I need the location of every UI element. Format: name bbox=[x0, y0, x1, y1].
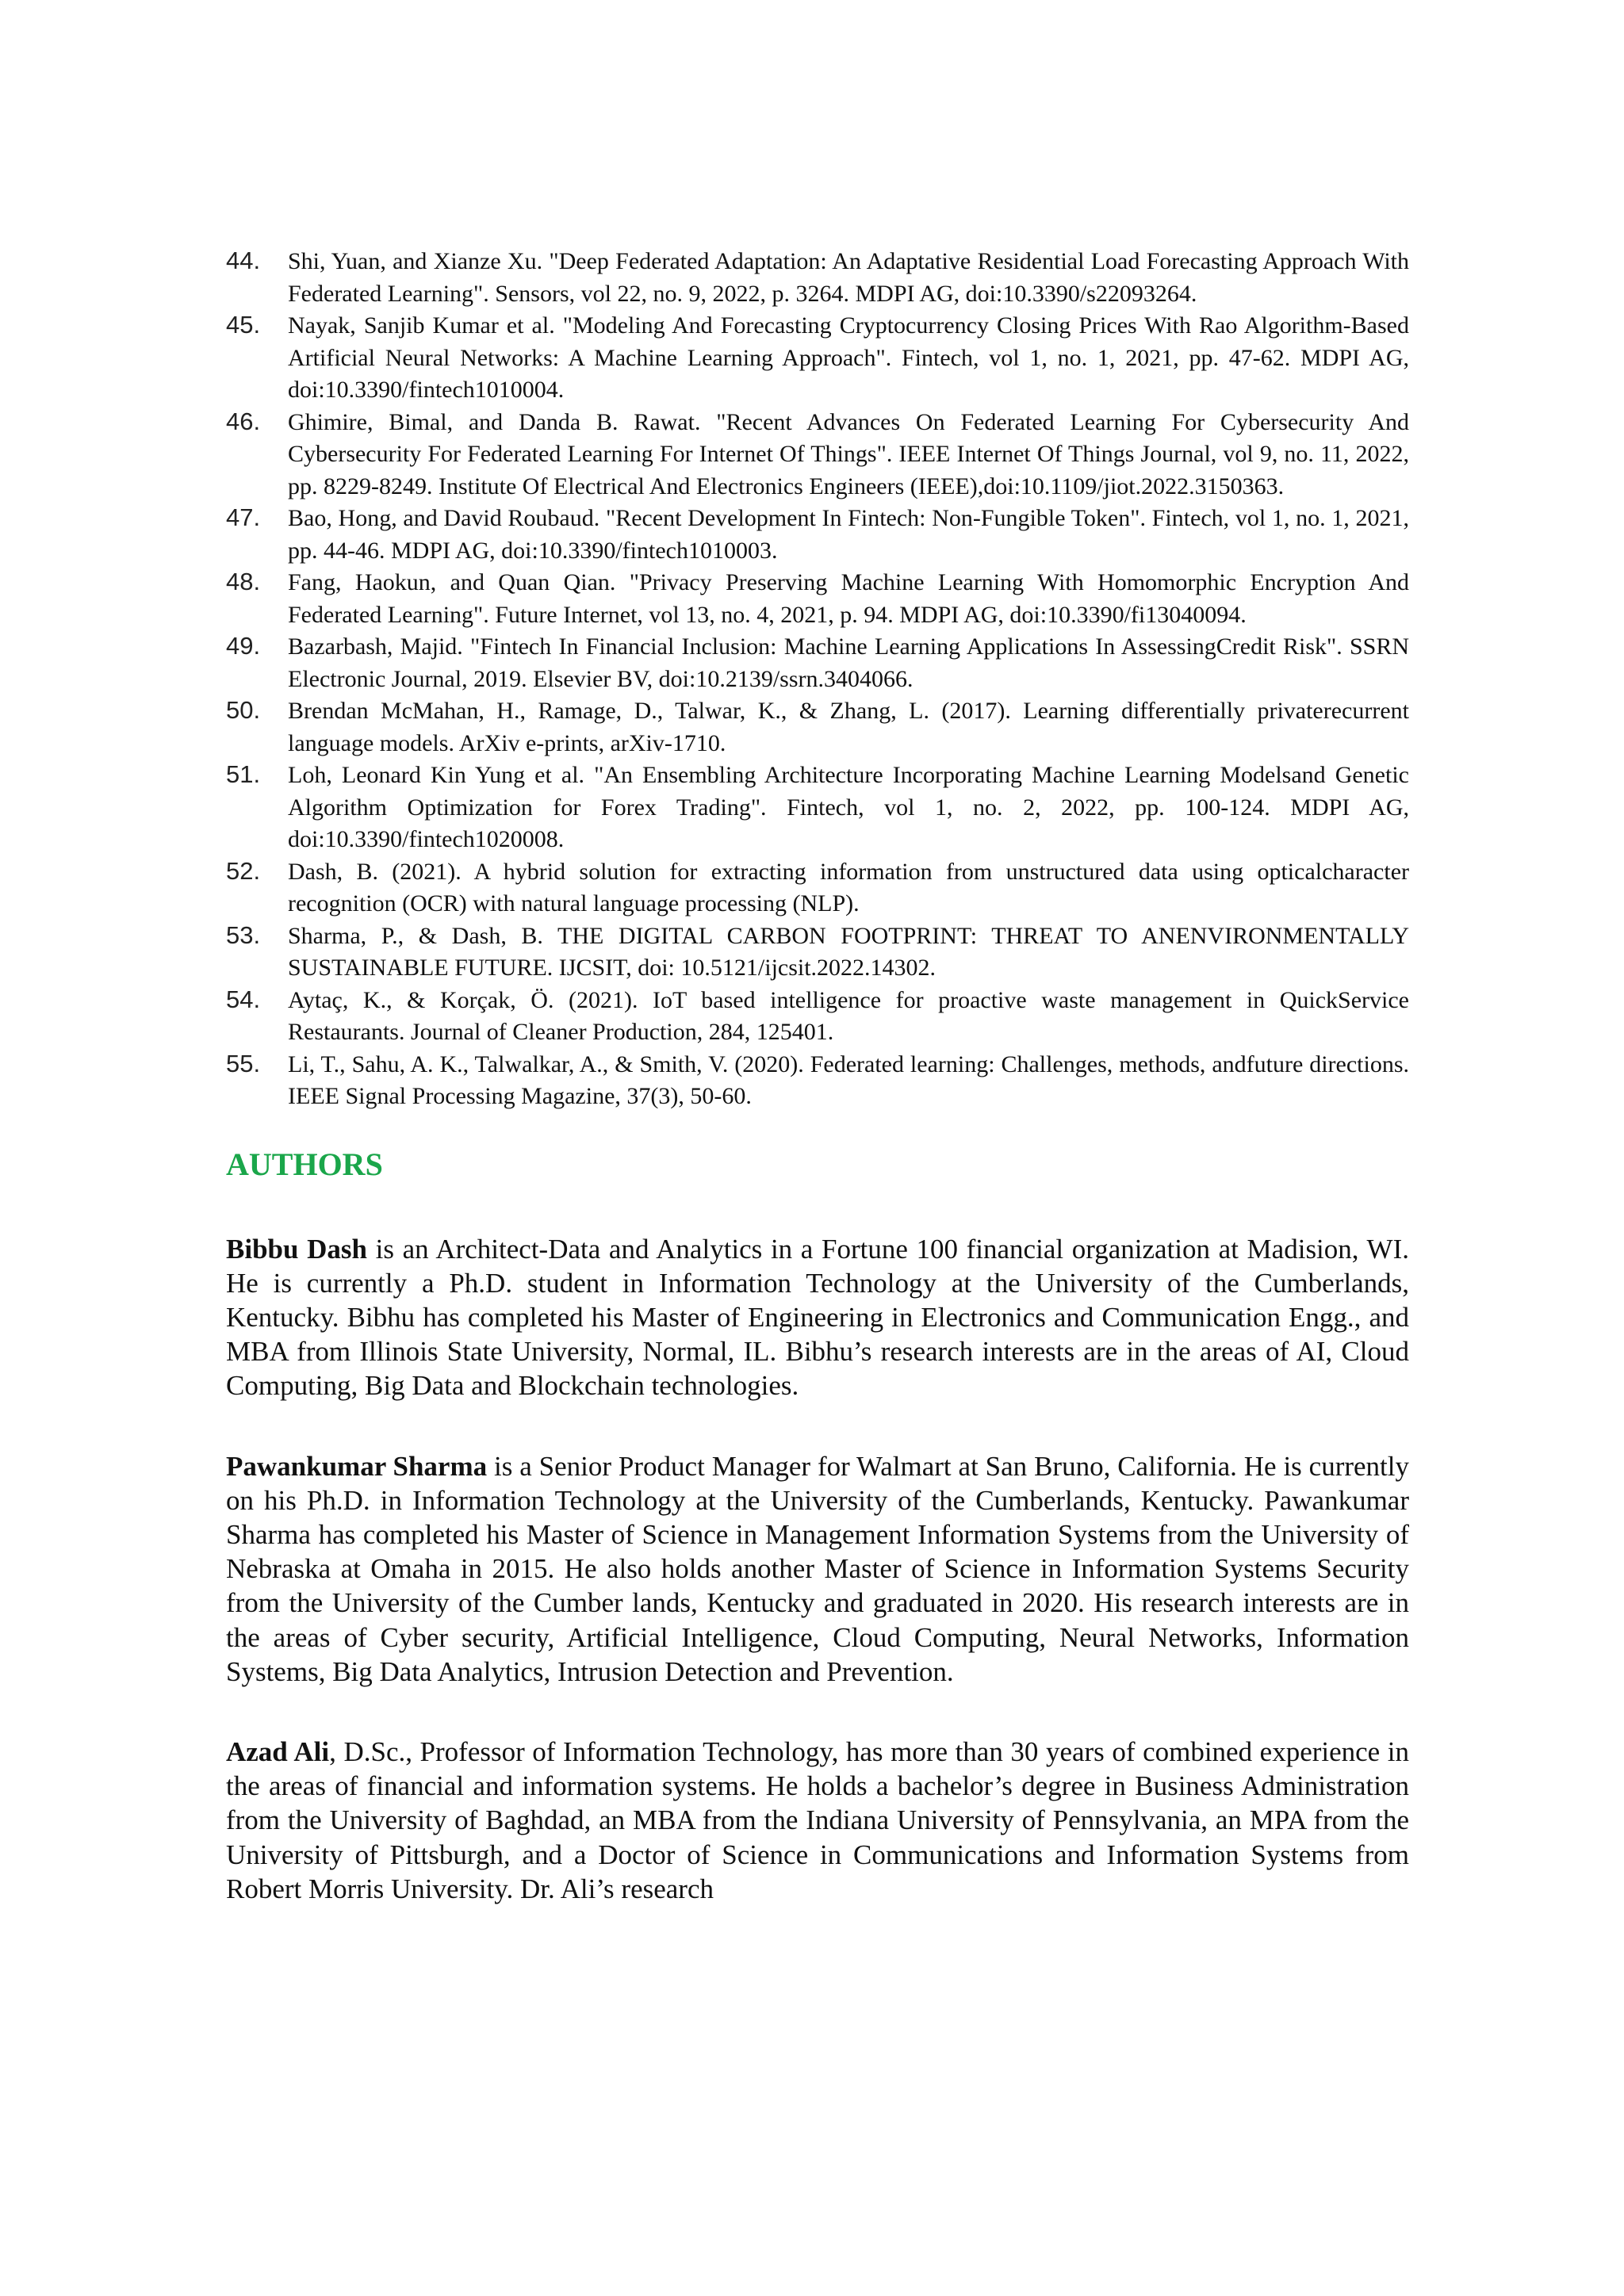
reference-text: Nayak, Sanjib Kumar et al. "Modeling And Forecasting Cryptocurrency Closing Prices With Rao Algorithm-Based Artificial Neural Networks: A Machine Learning Approach". Fintech, vol 1, no. 1, 2021, pp. 47-62. MDPI AG, doi:10.3390/fintech1010004. bbox=[288, 312, 1409, 403]
author-bio-sharma bbox=[226, 1449, 1409, 1689]
reference-item bbox=[226, 985, 1409, 1049]
reference-item bbox=[226, 567, 1409, 631]
author-name: Pawankumar Sharma bbox=[226, 1450, 488, 1482]
reference-text: Aytaç, K., & Korçak, Ö. (2021). IoT based intelligence for proactive waste management in QuickService Restaurants. Journal of Cleaner Production, 284, 125401. bbox=[288, 986, 1409, 1045]
reference-text: Ghimire, Bimal, and Danda B. Rawat. "Recent Advances On Federated Learning For Cybersecurity And Cybersecurity For Federated Learning For Internet Of Things". IEEE Internet Of Things Journal, vol 9, no. 11, 2022, pp. 8229-8249. Institute Of Electrical And Electronics Engineers (IEEE),doi:10.1109/jiot.2022.3150363. bbox=[288, 408, 1409, 499]
reference-text: Bazarbash, Majid. "Fintech In Financial Inclusion: Machine Learning Applications In AssessingCredit Risk". SSRN Electronic Journal, 2019. Elsevier BV, doi:10.2139/ssrn.3404066. bbox=[288, 633, 1409, 692]
reference-number: 46. bbox=[226, 407, 261, 435]
authors-heading: AUTHORS bbox=[226, 1146, 383, 1182]
reference-item bbox=[226, 760, 1409, 856]
reference-number: 47. bbox=[226, 503, 261, 531]
reference-item bbox=[226, 856, 1409, 920]
reference-number: 45. bbox=[226, 311, 261, 339]
author-bio-ali bbox=[226, 1735, 1409, 1906]
reference-text: Loh, Leonard Kin Yung et al. "An Ensembling Architecture Incorporating Machine Learning Modelsand Genetic Algorithm Optimization for Forex Trading". Fintech, vol 1, no. 2, 2022, pp. 100-124. MDPI AG, doi:10.3390/fintech1020008. bbox=[288, 762, 1409, 852]
reference-text: Bao, Hong, and David Roubaud. "Recent Development In Fintech: Non-Fungible Token". Fintech, vol 1, no. 1, 2021, pp. 44-46. MDPI AG, doi:10.3390/fintech1010003. bbox=[288, 505, 1409, 564]
reference-text: Li, T., Sahu, A. K., Talwalkar, A., & Smith, V. (2020). Federated learning: Challenges, methods, andfuture directions. IEEE Signal Processing Magazine, 37(3), 50-60. bbox=[288, 1050, 1409, 1109]
reference-item bbox=[226, 1049, 1409, 1113]
reference-number: 53. bbox=[226, 920, 261, 949]
paper-page bbox=[226, 246, 1409, 1906]
reference-text: Sharma, P., & Dash, B. THE DIGITAL CARBON FOOTPRINT: THREAT TO ANENVIRONMENTALLY SUSTAINABLE FUTURE. IJCSIT, doi: 10.5121/ijcsit.2022.14302. bbox=[288, 922, 1409, 981]
reference-item bbox=[226, 407, 1409, 503]
reference-item bbox=[226, 503, 1409, 567]
reference-number: 52. bbox=[226, 856, 261, 885]
author-name: Azad Ali bbox=[226, 1735, 330, 1767]
author-bio-text: is a Senior Product Manager for Walmart at San Bruno, California. He is currently on his Ph.D. in Information Technology at the University of the Cumberlands, Kentucky. Pawankumar Sharma has completed his Master of Science in Management Information Systems from the University of Nebraska at Omaha in 2015. He also holds another Master of Science in Information Systems Security from the University of the Cumber lands, Kentucky and graduated in 2020. His research interests are in the areas of Cyber security, Artificial Intelligence, Cloud Computing, Neural Networks, Information Systems, Big Data Analytics, Intrusion Detection and Prevention. bbox=[226, 1450, 1409, 1687]
reference-number: 55. bbox=[226, 1049, 261, 1077]
reference-list bbox=[226, 246, 1409, 1113]
reference-text: Dash, B. (2021). A hybrid solution for extracting information from unstructured data using opticalcharacter recognition (OCR) with natural language processing (NLP). bbox=[288, 858, 1409, 916]
reference-item bbox=[226, 310, 1409, 407]
author-name: Bibbu Dash bbox=[226, 1233, 367, 1265]
author-bio-text: is an Architect-Data and Analytics in a Fortune 100 financial organization at Madision, WI. He is currently a Ph.D. student in Information Technology at the University of the Cumberlands, Kentucky. Bibhu has completed his Master of Engineering in Electronics and Communication Engg., and MBA from Illinois State University, Normal, IL. Bibhu’s research interests are in the areas of AI, Cloud Computing, Big Data and Blockchain technologies. bbox=[226, 1233, 1409, 1402]
author-bio-dash bbox=[226, 1232, 1409, 1403]
author-bio-text: , D.Sc., Professor of Information Technology, has more than 30 years of combined experience in the areas of financial and information systems. He holds a bachelor’s degree in Business Administration from the University of Baghdad, an MBA from the Indiana University of Pennsylvania, an MPA from the University of Pittsburgh, and a Doctor of Science in Communications and Information Systems from Robert Morris University. Dr. Ali’s research bbox=[226, 1735, 1409, 1904]
reference-text: Shi, Yuan, and Xianze Xu. "Deep Federated Adaptation: An Adaptative Residential Load Forecasting Approach With Federated Learning". Sensors, vol 22, no. 9, 2022, p. 3264. MDPI AG, doi:10.3390/s22093264. bbox=[288, 248, 1409, 307]
reference-item bbox=[226, 695, 1409, 760]
reference-item bbox=[226, 246, 1409, 310]
reference-number: 54. bbox=[226, 985, 261, 1013]
reference-number: 49. bbox=[226, 632, 261, 660]
reference-item bbox=[226, 631, 1409, 695]
reference-item bbox=[226, 920, 1409, 985]
reference-number: 51. bbox=[226, 760, 261, 788]
reference-text: Fang, Haokun, and Quan Qian. "Privacy Preserving Machine Learning With Homomorphic Encryption And Federated Learning". Future Internet, vol 13, no. 4, 2021, p. 94. MDPI AG, doi:10.3390/fi13040094. bbox=[288, 569, 1409, 628]
reference-number: 48. bbox=[226, 568, 261, 595]
reference-number: 50. bbox=[226, 696, 261, 724]
reference-text: Brendan McMahan, H., Ramage, D., Talwar, K., & Zhang, L. (2017). Learning differentially privaterecurrent language models. ArXiv e-prints, arXiv-1710. bbox=[288, 698, 1409, 756]
reference-number: 44. bbox=[226, 247, 261, 274]
